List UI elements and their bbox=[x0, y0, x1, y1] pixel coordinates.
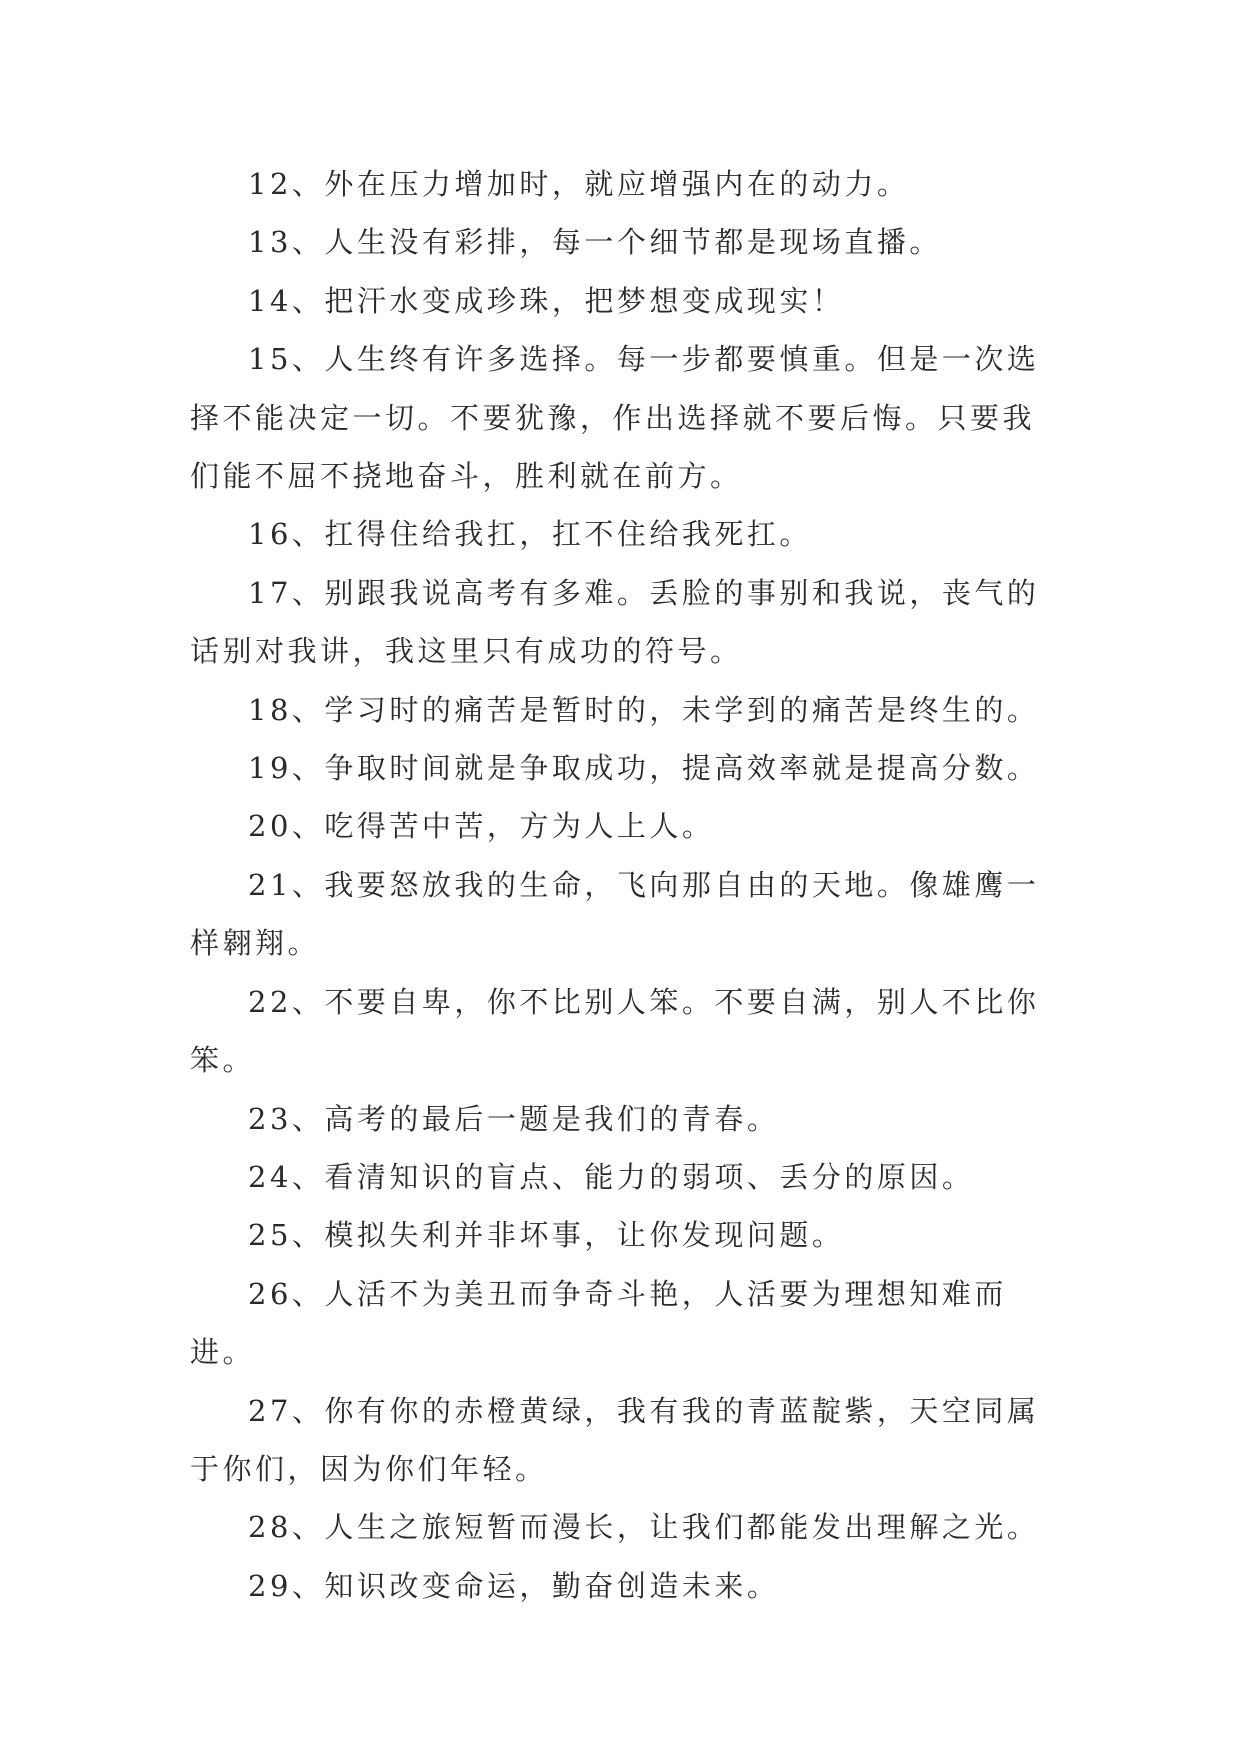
paragraph-27: 27、你有你的赤橙黄绿，我有我的青蓝靛紫，天空同属于你们，因为你们年轻。 bbox=[190, 1393, 1040, 1486]
document-body bbox=[190, 155, 1050, 1615]
paragraph-21: 21、我要怒放我的生命，飞向那自由的天地。像雄鹰一样翱翔。 bbox=[190, 867, 1040, 961]
paragraph-14: 14、把汗水变成珍珠，把梦想变成现实！ bbox=[248, 283, 845, 318]
paragraph-24: 24、看清知识的盲点、能力的弱项、丢分的原因。 bbox=[248, 1159, 975, 1194]
paragraph-25: 25、模拟失利并非坏事，让你发现问题。 bbox=[248, 1218, 845, 1253]
paragraph-12: 12、外在压力增加时，就应增强内在的动力。 bbox=[248, 167, 910, 201]
paragraph-26: 26、人活不为美丑而争奇斗艳，人活要为理想知难而进。 bbox=[190, 1276, 1007, 1370]
paragraph-22: 22、不要自卑，你不比别人笨。不要自满，别人不比你笨。 bbox=[190, 984, 1040, 1078]
paragraph-23: 23、高考的最后一题是我们的青春。 bbox=[248, 1101, 780, 1136]
paragraph-28: 28、人生之旅短暂而漫长，让我们都能发出理解之光。 bbox=[248, 1510, 1040, 1545]
paragraph-19: 19、争取时间就是争取成功，提高效率就是提高分数。 bbox=[248, 751, 1040, 786]
paragraph-20: 20、吃得苦中苦，方为人上人。 bbox=[248, 809, 715, 844]
paragraph-13: 13、人生没有彩排，每一个细节都是现场直播。 bbox=[248, 225, 942, 260]
paragraph-16: 16、扛得住给我扛，扛不住给我死扛。 bbox=[248, 517, 812, 552]
paragraph-17: 17、别跟我说高考有多难。丢脸的事别和我说，丧气的话别对我讲，我这里只有成功的符号。 bbox=[190, 575, 1040, 669]
paragraph-15: 15、人生终有许多选择。每一步都要慎重。但是一次选择不能决定一切。不要犹豫，作出选择就不要后悔。只要我们能不屈不挠地奋斗，胜利就在前方。 bbox=[190, 342, 1040, 494]
paragraph-29: 29、知识改变命运，勤奋创造未来。 bbox=[248, 1568, 780, 1603]
paragraph-18: 18、学习时的痛苦是暂时的，未学到的痛苦是终生的。 bbox=[248, 692, 1040, 727]
